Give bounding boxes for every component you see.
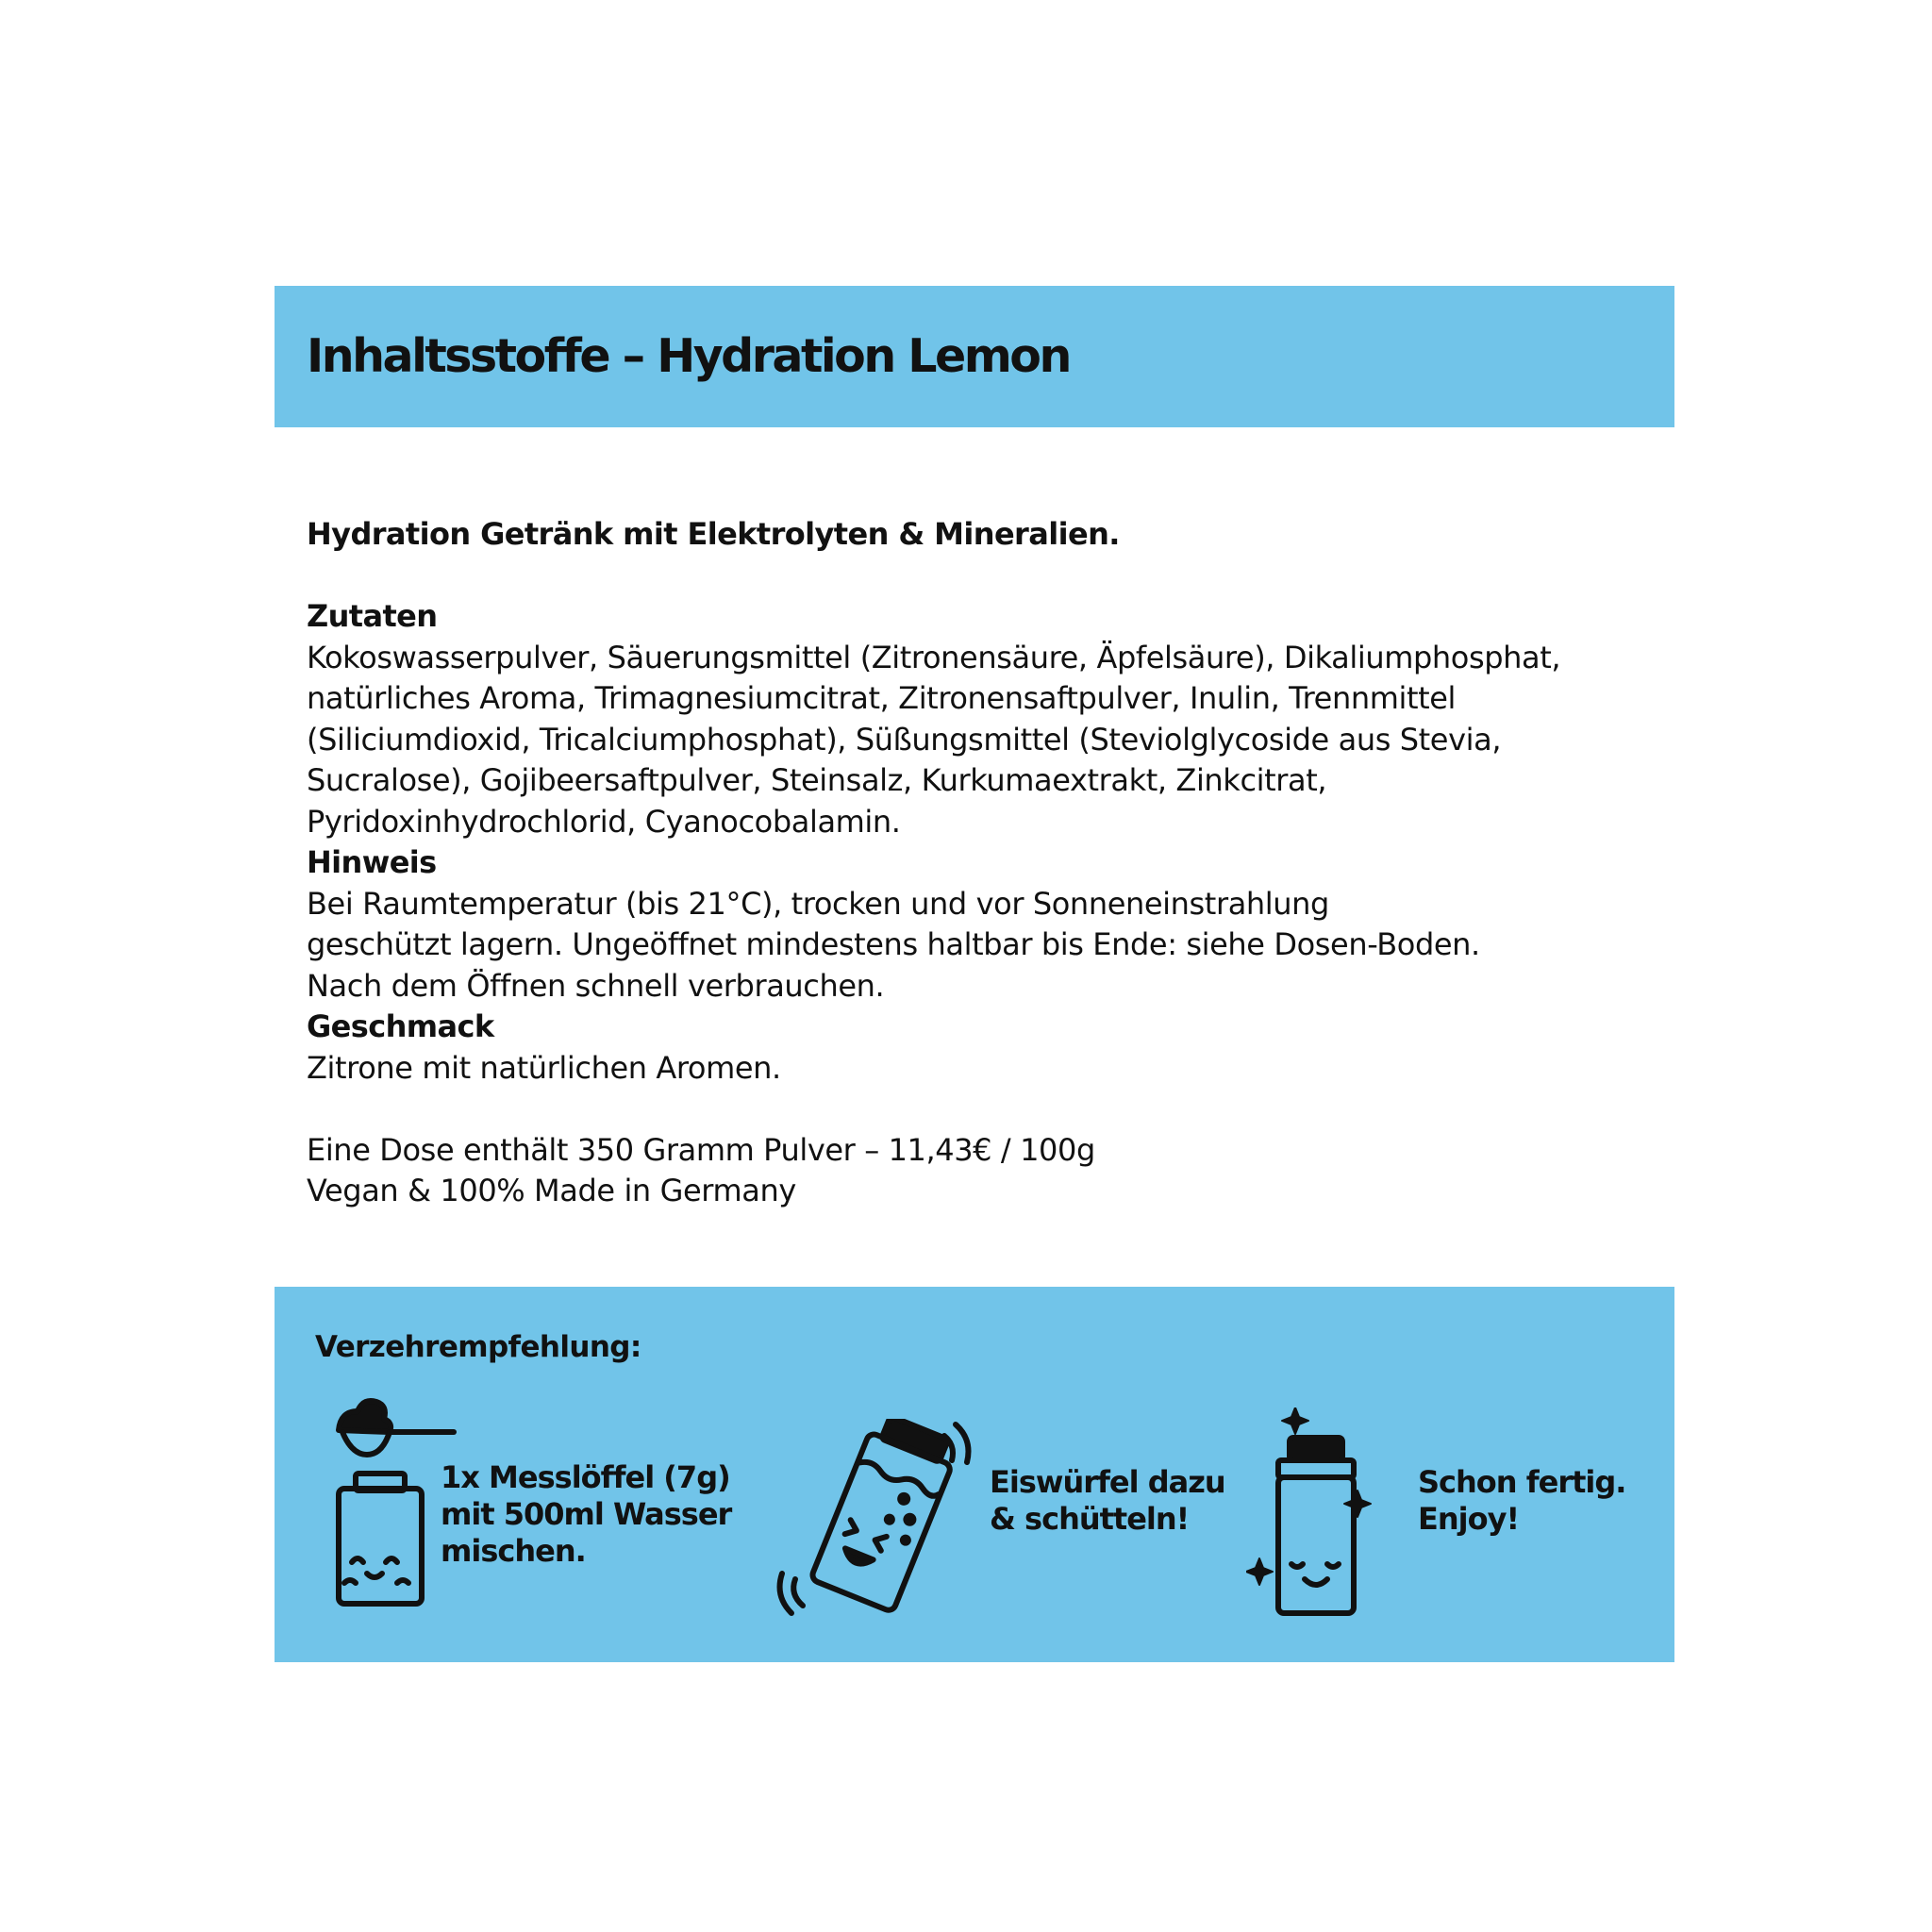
zutaten-line: natürliches Aroma, Trimagnesiumcitrat, Zitronensaftpulver, Inulin, Trennmittel: [307, 680, 1457, 716]
zutaten-line: Kokoswasserpulver, Säuerungsmittel (Zitronensäure, Äpfelsäure), Dikaliumphosphat,: [307, 639, 1561, 675]
sparkle-bottle-icon: [1246, 1407, 1378, 1617]
zutaten-line: (Siliciumdioxid, Tricalciumphosphat), Süßungsmittel (Steviolglycoside aus Stevia,: [307, 721, 1502, 758]
zutaten-line: Sucralose), Gojibeersaftpulver, Steinsalz, Kurkumaextrakt, Zinkcitrat,: [307, 762, 1327, 798]
hinweis-line: geschützt lagern. Ungeöffnet mindestens haltbar bis Ende: siehe Dosen-Boden.: [307, 926, 1480, 962]
hinweis-line: Nach dem Öffnen schnell verbrauchen.: [307, 967, 885, 1004]
vegan-note: Vegan & 100% Made in Germany: [307, 1173, 796, 1208]
geschmack-heading: Geschmack: [307, 1008, 494, 1044]
header-band: [275, 286, 1674, 427]
step-2-text: Eiswürfel dazu & schütteln!: [990, 1464, 1225, 1537]
zutaten-line: Pyridoxinhydrochlorid, Cyanocobalamin.: [307, 803, 901, 840]
intro-text: Hydration Getränk mit Elektrolyten & Mineralien.: [307, 516, 1120, 552]
usage-heading: Verzehrempfehlung:: [315, 1330, 641, 1364]
usage-band: [275, 1287, 1674, 1662]
geschmack-text: Zitrone mit natürlichen Aromen.: [307, 1049, 781, 1086]
page-title: Inhaltsstoffe – Hydration Lemon: [307, 329, 1070, 383]
content-amount: Eine Dose enthält 350 Gramm Pulver – 11,43€ / 100g: [307, 1131, 1095, 1168]
hinweis-line: Bei Raumtemperatur (bis 21°C), trocken und vor Sonneneinstrahlung: [307, 885, 1329, 922]
product-info: [307, 514, 1684, 1212]
step-1-text: 1x Messlöffel (7g) mit 500ml Wasser mischen.: [441, 1459, 732, 1569]
shaking-bottle-icon: [774, 1419, 982, 1617]
hinweis-heading: Hinweis: [307, 844, 437, 880]
zutaten-heading: Zutaten: [307, 598, 438, 634]
step-3-text: Schon fertig. Enjoy!: [1418, 1464, 1626, 1537]
